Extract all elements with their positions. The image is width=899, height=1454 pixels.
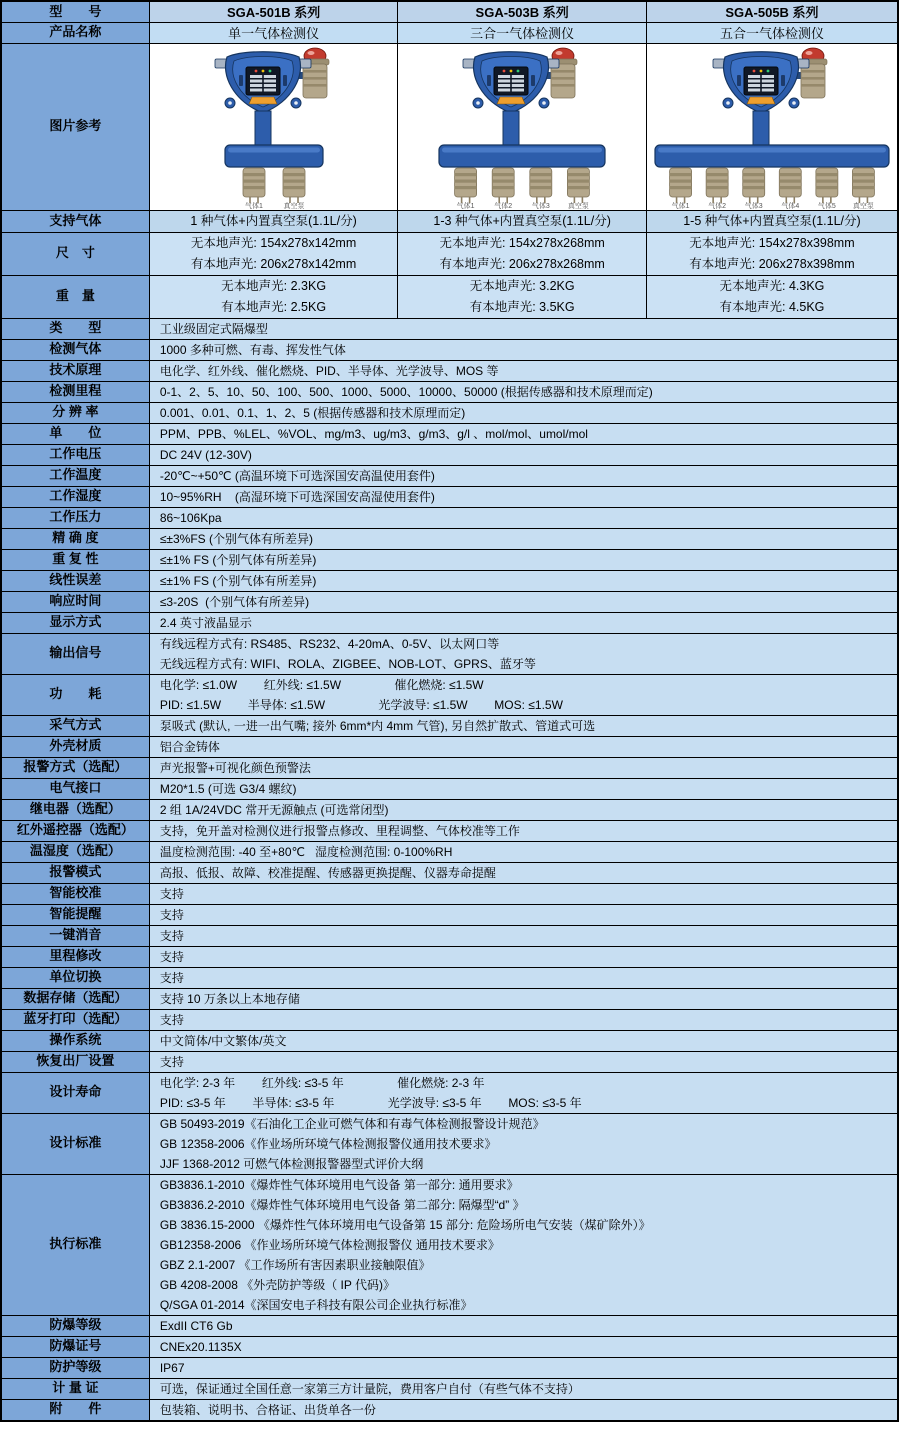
sensor-icon (852, 168, 874, 209)
spec-row (1, 570, 898, 591)
spec-row (1, 883, 898, 904)
spec-value-line: 有线远程方式有: RS485、RS232、4-20mA、0-5V、以太网口等 (159, 636, 500, 651)
spec-value-line: CNEx20.1135X (159, 1339, 242, 1354)
spec-value-line: 铝合金铸体 (159, 739, 220, 754)
spec-row (1, 465, 898, 486)
comparison-value-line: 有本地声光: 206x278x142mm (190, 256, 357, 271)
spec-value-line: 电化学: ≤1.0W 红外线: ≤1.5W 催化燃烧: ≤1.5W (159, 677, 484, 692)
spec-value-cell (149, 444, 898, 465)
svg-text:气体5: 气体5 (817, 202, 836, 209)
spec-value-cell (149, 1009, 898, 1030)
sensor-icon (243, 168, 265, 209)
spec-row-label: 重 复 性 (1, 549, 149, 570)
product-name: 三合一气体检测仪 (398, 22, 647, 43)
spec-value-line: 中文简体/中文繁体/英文 (159, 1033, 287, 1048)
spec-row (1, 862, 898, 883)
spec-row (1, 1072, 898, 1113)
spec-row (1, 757, 898, 778)
comparison-value-cell (149, 232, 398, 275)
spec-value-line: 可选，保证通过全国任意一家第三方计量院，费用客户自付（有些气体不支持） (159, 1381, 580, 1396)
spec-value-cell (149, 1174, 898, 1315)
spec-row-label: 工作电压 (1, 444, 149, 465)
spec-row (1, 1399, 898, 1421)
spec-row-label: 红外遥控器（选配） (1, 820, 149, 841)
spec-value-line: 86~106Kpa (159, 510, 222, 525)
spec-row (1, 381, 898, 402)
comparison-value-cell (398, 232, 647, 275)
spec-value-line: GB 12358-2006《作业场所环境气体检测报警仪通用技术要求》 (159, 1136, 497, 1151)
spec-value-cell (149, 465, 898, 486)
spec-value-line: 10~95%RH (高湿环境下可选深国安高湿使用套件) (159, 489, 435, 504)
sensor-icon (743, 168, 765, 209)
spec-row (1, 507, 898, 528)
spec-value-cell (149, 549, 898, 570)
spec-value-cell (149, 1315, 898, 1336)
device-illustration (399, 45, 645, 209)
spec-value-line: 无线远程方式有: WIFI、ROLA、ZIGBEE、NOB-LOT、GPRS、蓝牙等 (159, 656, 536, 671)
spec-row-label: 响应时间 (1, 591, 149, 612)
spec-row-label: 附 件 (1, 1399, 149, 1421)
spec-row-label: 继电器（选配） (1, 799, 149, 820)
spec-row-label: 输出信号 (1, 633, 149, 674)
sensor-icon (706, 168, 728, 209)
spec-value-line: ≤±1% FS (个别气体有所差异) (159, 552, 317, 567)
device-image (399, 45, 645, 209)
spec-value-cell (149, 841, 898, 862)
spec-value-line: 泵吸式 (默认, 一进一出气嘴; 接外 6mm*内 4mm 气管), 另自然扩散式、管道式可选 (159, 718, 596, 733)
sensor-icon (530, 168, 552, 209)
comparison-row (1, 210, 898, 232)
product-name: 五合一气体检测仪 (646, 22, 898, 43)
spec-row-label: 采气方式 (1, 715, 149, 736)
spec-value-line: -20℃~+50℃ (高温环境下可选深国安高温使用套件) (159, 468, 435, 483)
spec-row (1, 946, 898, 967)
spec-value-cell (149, 633, 898, 674)
spec-row (1, 1174, 898, 1315)
spec-row-label: 智能提醒 (1, 904, 149, 925)
spec-value-cell (149, 883, 898, 904)
spec-value-cell (149, 820, 898, 841)
spec-row (1, 318, 898, 339)
spec-row (1, 528, 898, 549)
spec-value-line: 支持 10 万条以上本地存储 (159, 991, 300, 1006)
spec-value-line: 支持 (159, 970, 184, 985)
spec-value-line: GB12358-2006 《作业场所环境气体检测报警仪 通用技术要求》 (159, 1237, 500, 1252)
spec-value-line: 支持，免开盖对检测仪进行报警点修改、里程调整、气体校准等工作 (159, 823, 520, 838)
spec-value-cell (149, 736, 898, 757)
comparison-value-line: 无本地声光: 3.2KG (469, 278, 575, 293)
spec-row-label: 温湿度（选配） (1, 841, 149, 862)
spec-row (1, 1051, 898, 1072)
comparison-value-line: 1-5 种气体+内置真空泵(1.1L/分) (683, 213, 861, 228)
spec-row (1, 549, 898, 570)
spec-value-cell (149, 778, 898, 799)
spec-row-label: 检测气体 (1, 339, 149, 360)
comparison-row-label: 支持气体 (1, 210, 149, 232)
comparison-row-label: 尺 寸 (1, 232, 149, 275)
device-illustration (151, 45, 397, 209)
spec-row-label: 里程修改 (1, 946, 149, 967)
spec-row-label: 蓝牙打印（选配） (1, 1009, 149, 1030)
spec-row-label: 工作湿度 (1, 486, 149, 507)
comparison-value-line: 1 种气体+内置真空泵(1.1L/分) (190, 213, 357, 228)
spec-row (1, 841, 898, 862)
spec-row-label: 执行标准 (1, 1174, 149, 1315)
spec-value-line: 0.001、0.01、0.1、1、2、5 (根据传感器和技术原理而定) (159, 405, 466, 420)
spec-value-line: 支持 (159, 886, 184, 901)
spec-row (1, 1113, 898, 1174)
spec-row (1, 1315, 898, 1336)
device-image (649, 45, 895, 209)
spec-row (1, 486, 898, 507)
spec-value-cell (149, 674, 898, 715)
spec-row (1, 778, 898, 799)
spec-row-label: 计 量 证 (1, 1378, 149, 1399)
spec-value-cell (149, 339, 898, 360)
spec-value-cell (149, 715, 898, 736)
spec-value-line: 高报、低报、故障、校准提醒、传感器更换提醒、仪器寿命提醒 (159, 865, 496, 880)
svg-text:气体2: 气体2 (494, 202, 513, 209)
product-image-cell (398, 43, 647, 210)
spec-value-cell (149, 1030, 898, 1051)
comparison-row (1, 232, 898, 275)
spec-value-line: GB3836.2-2010《爆炸性气体环境用电气设备 第二部分: 隔爆型“d” 》 (159, 1197, 525, 1212)
spec-row-label: 设计寿命 (1, 1072, 149, 1113)
spec-value-line: DC 24V (12-30V) (159, 447, 252, 462)
spec-row (1, 612, 898, 633)
spec-row-label: 工作压力 (1, 507, 149, 528)
spec-row (1, 904, 898, 925)
spec-value-cell (149, 318, 898, 339)
spec-row (1, 591, 898, 612)
spec-row-label: 防护等级 (1, 1357, 149, 1378)
spec-row-label: 智能校准 (1, 883, 149, 904)
spec-value-cell (149, 360, 898, 381)
spec-row-label: 防爆证号 (1, 1336, 149, 1357)
sensor-icon (568, 168, 590, 209)
svg-text:气体1: 气体1 (671, 202, 690, 209)
spec-row-label: 操作系统 (1, 1030, 149, 1051)
spec-value-cell (149, 612, 898, 633)
model-row (1, 1, 898, 22)
comparison-value-line: 有本地声光: 206x278x398mm (689, 256, 855, 271)
spec-row-label: 检测里程 (1, 381, 149, 402)
spec-row (1, 339, 898, 360)
svg-text:真空泵: 真空泵 (283, 202, 305, 209)
spec-value-cell (149, 799, 898, 820)
spec-row-label: 恢复出厂设置 (1, 1051, 149, 1072)
product-name: 单一气体检测仪 (149, 22, 398, 43)
svg-text:气体3: 气体3 (531, 202, 550, 209)
spec-row-label: 精 确 度 (1, 528, 149, 549)
spec-value-line: Q/SGA 01-2014《深国安电子科技有限公司企业执行标准》 (159, 1297, 473, 1312)
spec-value-line: 电化学、红外线、催化燃烧、PID、半导体、光学波导、MOS 等 (159, 363, 499, 378)
spec-value-line: ExdII CT6 Gb (159, 1318, 233, 1333)
comparison-row-label: 重 量 (1, 275, 149, 318)
product-row-label: 产品名称 (1, 22, 149, 43)
comparison-value-line: 无本地声光: 4.3KG (719, 278, 825, 293)
spec-value-line: ≤±1% FS (个别气体有所差异) (159, 573, 317, 588)
spec-value-cell (149, 757, 898, 778)
spec-value-cell (149, 507, 898, 528)
svg-text:真空泵: 真空泵 (568, 202, 590, 209)
comparison-value-cell (398, 210, 647, 232)
spec-row (1, 423, 898, 444)
comparison-value-line: 有本地声光: 2.5KG (221, 299, 327, 314)
spec-row (1, 1357, 898, 1378)
spec-value-line: 支持 (159, 907, 184, 922)
comparison-value-line: 1-3 种气体+内置真空泵(1.1L/分) (433, 213, 611, 228)
model-name: SGA-505B 系列 (646, 1, 898, 22)
spec-value-cell (149, 1113, 898, 1174)
spec-value-cell (149, 862, 898, 883)
screen-icon (744, 67, 778, 95)
product-image-cell (646, 43, 898, 210)
spec-row-label: 单 位 (1, 423, 149, 444)
screen-icon (494, 67, 528, 95)
comparison-value-line: 无本地声光: 2.3KG (221, 278, 327, 293)
spec-value-cell (149, 1072, 898, 1113)
spec-row (1, 820, 898, 841)
spec-value-line: GB3836.1-2010《爆炸性气体环境用电气设备 第一部分: 通用要求》 (159, 1177, 519, 1192)
spec-row (1, 1378, 898, 1399)
comparison-value-line: 有本地声光: 3.5KG (469, 299, 575, 314)
spec-value-cell (149, 570, 898, 591)
comparison-value-line: 无本地声光: 154x278x398mm (689, 235, 855, 250)
spec-value-line: PID: ≤3-5 年 半导体: ≤3-5 年 光学波导: ≤3-5 年 MOS: ≤3-5 年 (159, 1095, 582, 1110)
spec-value-line: 包装箱、说明书、合格证、出货单各一份 (159, 1402, 376, 1417)
spec-value-line: GB 3836.15-2000 《爆炸性气体环境用电气设备第 15 部分: 危险场所电气安装（煤矿除外）》 (159, 1217, 651, 1232)
spec-row (1, 674, 898, 715)
spec-value-cell (149, 1378, 898, 1399)
comparison-value-line: 有本地声光: 206x278x268mm (439, 256, 605, 271)
spec-value-line: JJF 1368-2012 可燃气体检测报警器型式评价大纲 (159, 1156, 424, 1171)
spec-row-label: 功 耗 (1, 674, 149, 715)
comparison-section (1, 210, 898, 318)
sensor-icon (283, 168, 305, 209)
svg-text:气体2: 气体2 (708, 202, 727, 209)
spec-value-line: 支持 (159, 1012, 184, 1027)
spec-row (1, 799, 898, 820)
svg-text:气体1: 气体1 (456, 202, 475, 209)
spec-value-line: GBZ 2.1-2007 《工作场所有害因素职业接触限值》 (159, 1257, 431, 1272)
product-image-cell (149, 43, 398, 210)
comparison-value-line: 无本地声光: 154x278x268mm (439, 235, 605, 250)
comparison-value-cell (646, 275, 898, 318)
comparison-value-cell (646, 210, 898, 232)
spec-row (1, 633, 898, 674)
spec-row-label: 电气接口 (1, 778, 149, 799)
comparison-value-line: 无本地声光: 154x278x142mm (190, 235, 357, 250)
model-name: SGA-503B 系列 (398, 1, 647, 22)
spec-value-line: 工业级固定式隔爆型 (159, 321, 268, 336)
sensor-icon (779, 168, 801, 209)
spec-value-line: 声光报警+可视化颜色预警法 (159, 760, 311, 775)
spec-value-cell (149, 402, 898, 423)
spec-value-line: 电化学: 2-3 年 红外线: ≤3-5 年 催化燃烧: 2-3 年 (159, 1075, 485, 1090)
image-row (1, 43, 898, 210)
spec-row (1, 444, 898, 465)
svg-text:气体4: 气体4 (781, 202, 800, 209)
spec-value-cell (149, 1336, 898, 1357)
spec-value-line: M20*1.5 (可选 G3/4 螺纹) (159, 781, 297, 796)
comparison-value-line: 有本地声光: 4.5KG (719, 299, 825, 314)
spec-value-cell (149, 423, 898, 444)
spec-value-line: GB 4208-2008 《外壳防护等级（ IP 代码)》 (159, 1277, 396, 1292)
spec-value-line: 1000 多种可燃、有毒、挥发性气体 (159, 342, 346, 357)
sensor-icon (816, 168, 838, 209)
spec-value-cell (149, 1051, 898, 1072)
spec-value-line: PID: ≤1.5W 半导体: ≤1.5W 光学波导: ≤1.5W MOS: ≤1.5W (159, 697, 563, 712)
spec-row (1, 402, 898, 423)
spec-value-line: 温度检测范围: -40 至+80℃ 湿度检测范围: 0-100%RH (159, 844, 453, 859)
product-row (1, 22, 898, 43)
svg-text:气体1: 气体1 (244, 202, 263, 209)
comparison-value-cell (149, 210, 398, 232)
spec-row-label: 数据存储（选配） (1, 988, 149, 1009)
spec-row-label: 工作温度 (1, 465, 149, 486)
spec-row (1, 360, 898, 381)
spec-value-cell (149, 904, 898, 925)
spec-row (1, 1030, 898, 1051)
spec-value-line: 2.4 英寸液晶显示 (159, 615, 252, 630)
spec-value-line: 2 组 1A/24VDC 常开无源触点 (可选常闭型) (159, 802, 389, 817)
spec-row-label: 显示方式 (1, 612, 149, 633)
spec-value-cell (149, 381, 898, 402)
svg-text:气体3: 气体3 (744, 202, 763, 209)
spec-value-line: 支持 (159, 1054, 184, 1069)
comparison-row (1, 275, 898, 318)
sensor-icon (455, 168, 477, 209)
device-illustration (649, 45, 895, 209)
spec-value-cell (149, 967, 898, 988)
spec-row (1, 1009, 898, 1030)
spec-value-line: ≤±3%FS (个别气体有所差异) (159, 531, 314, 546)
spec-row-label: 报警方式（选配） (1, 757, 149, 778)
spec-value-cell (149, 925, 898, 946)
spec-value-line: 0-1、2、5、10、50、100、500、1000、5000、10000、50000 (根据传感器和技术原理而定) (159, 384, 653, 399)
spec-value-line: 支持 (159, 928, 184, 943)
spec-value-line: PPM、PPB、%LEL、%VOL、mg/m3、ug/m3、g/m3、g/l 、mol/mol、umol/mol (159, 426, 588, 441)
image-row-label: 图片参考 (1, 43, 149, 210)
spec-section (1, 318, 898, 1421)
sensor-icon (492, 168, 514, 209)
sensor-icon (670, 168, 692, 209)
spec-value-cell (149, 591, 898, 612)
spec-row-label: 类 型 (1, 318, 149, 339)
spec-value-line: 支持 (159, 949, 184, 964)
device-image (151, 45, 397, 209)
screen-icon (246, 67, 280, 95)
spec-value-cell (149, 988, 898, 1009)
spec-value-cell (149, 946, 898, 967)
spec-row-label: 单位切换 (1, 967, 149, 988)
spec-row (1, 736, 898, 757)
spec-value-cell (149, 486, 898, 507)
spec-row-label: 设计标准 (1, 1113, 149, 1174)
spec-value-cell (149, 528, 898, 549)
comparison-value-cell (149, 275, 398, 318)
spec-row-label: 报警模式 (1, 862, 149, 883)
spec-row (1, 967, 898, 988)
spec-row-label: 防爆等级 (1, 1315, 149, 1336)
spec-row-label: 外壳材质 (1, 736, 149, 757)
spec-value-line: GB 50493-2019《石油化工企业可燃气体和有毒气体检测报警设计规范》 (159, 1116, 545, 1131)
spec-value-line: ≤3-20S (个别气体有所差异) (159, 594, 310, 609)
model-row-label: 型 号 (1, 1, 149, 22)
spec-value-cell (149, 1399, 898, 1421)
spec-row-label: 线性误差 (1, 570, 149, 591)
spec-row-label: 一键消音 (1, 925, 149, 946)
spec-row (1, 1336, 898, 1357)
spec-row-label: 分 辨 率 (1, 402, 149, 423)
spec-row (1, 925, 898, 946)
comparison-value-cell (646, 232, 898, 275)
spec-value-line: IP67 (159, 1360, 185, 1375)
spec-row (1, 715, 898, 736)
spec-row-label: 技术原理 (1, 360, 149, 381)
spec-value-cell (149, 1357, 898, 1378)
model-name: SGA-501B 系列 (149, 1, 398, 22)
comparison-value-cell (398, 275, 647, 318)
spec-row (1, 988, 898, 1009)
svg-text:真空泵: 真空泵 (852, 202, 874, 209)
